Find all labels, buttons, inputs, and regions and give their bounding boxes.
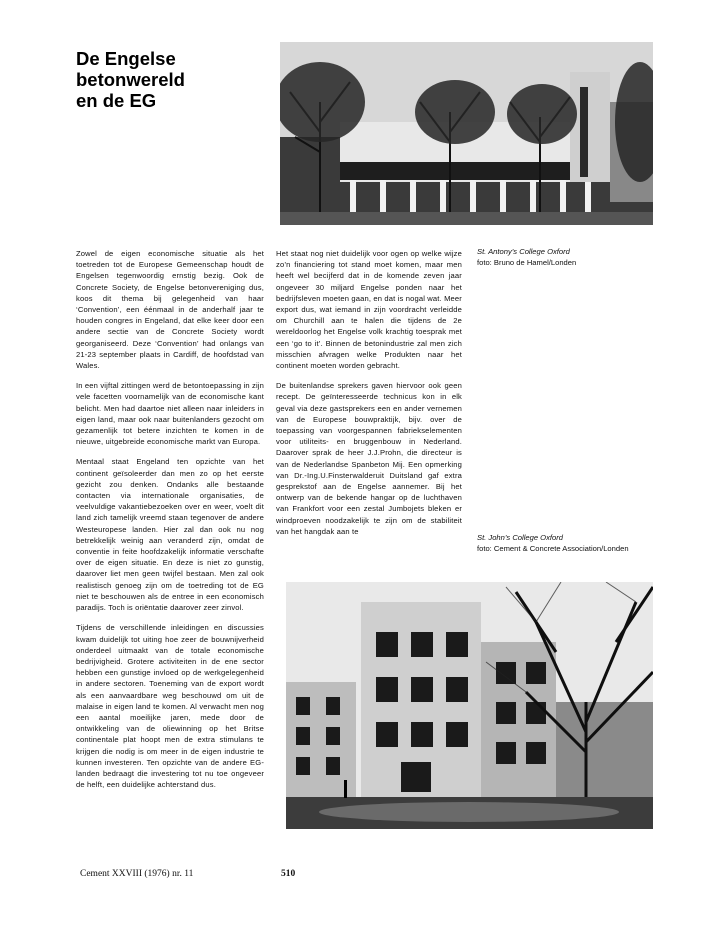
paragraph: Tijdens de verschillende inleidingen en discussies kwam duidelijk tot uiting hoe zeer de bouwnijverheid onderdeel uitmaakt van de totale economische bedrijvigheid. Grotere activiteiten in de ene sector hebben een gunstige invloed op de werkgelegenheid in andere sectoren. Toeneming van de export wordt als een aanvaardbare weg beschouwd om uit de malaise in eigen land te komen. Al verwacht men nog een aantal moeilijke jaren, mede door de ontwikkeling van de oliewinning op het Britse continentale plat hoopt men de extra stimulans te krijgen die nodig is om meer in de eigen industrie te kunnen investeren. Ten opzichte van de andere EG-landen bedraagt die investering tot nu toe ongeveer de helft, een duidelijke achterstand dus.	[76, 623, 264, 790]
page-number: 510	[281, 869, 296, 879]
paragraph: Het staat nog niet duidelijk voor ogen op welke wijze zo’n financiering tot stand moet komen, maar men heeft wel becijferd dat in de komende zeven jaar ongeveer 30 miljard Engelse ponden naar het bedrijfsleven moeten gaan, en dat is nogal wat. Meer export dus, wat iemand in zijn voordracht verleidde om Churchill aan te halen die tijdens de 2e wereldoorlog het Engelse volk krachtig toesprak met een ‘go to it’. Binnen de betonindustrie zal men zich misschien afvragen welke Produkten naar het continent moeten worden gebracht.	[276, 249, 462, 371]
photo-st-antonys-college	[280, 42, 653, 225]
caption-credit: foto: Bruno de Hamel/Londen	[477, 258, 577, 267]
paragraph: Zowel de eigen economische situatie als het toetreden tot de Europese Gemeenschap houdt de Engelsen tegenwoordig ernstig bezig. Ook de Concrete Society, de Engelse betonvereniging dus, koos dit thema bij gelegenheid van haar ‘Convention’, een éénmaal in de anderhalf jaar te houden congres in Engeland, dat elke keer door een andere sectie van de Concrete Society wordt georganiseerd. Deze ‘Convention’ had onlangs van 21-23 september plaats in Cardiff, de hoofdstad van Wales.	[76, 249, 264, 371]
title-line: betonwereld	[76, 69, 185, 90]
caption-place: St. John’s College Oxford	[477, 533, 563, 542]
article-title	[76, 48, 266, 111]
title-line: en de EG	[76, 90, 157, 111]
caption-credit: foto: Cement & Concrete Association/Londen	[477, 544, 629, 553]
photo-caption	[477, 246, 576, 268]
paragraph: Mentaal staat Engeland ten opzichte van het continent geïsoleerder dan men zo op het eerste gezicht zou denken. Ondanks alle bestaande contacten via internationale organisaties, de veelvuldige vakantiebezoeken over en weer, voelt dit land zich tamelijk vreemd staan tegenover de andere Westeuropese landen. Hier zal dan ook nu nog betrekkelijk weinig aan veranderd zijn, omdat de conventie in feite hoofdzakelijk informatie verschafte over de eigen situatie. En deze is niet zo gunstig, daarover liet men geen twijfel bestaan. Men zal ook realistisch genoeg zijn om de toetreding tot de EG niet te beschouwen als de entree in een economisch paradijs. Toch is oriëntatie daarover zeer zinvol.	[76, 457, 264, 613]
text-column-2	[276, 248, 462, 546]
photo-st-johns-college	[286, 582, 653, 829]
paragraph: In een vijftal zittingen werd de betontoepassing in zijn vele facetten voornamelijk van de economische kant belicht. Men had daartoe niet alleen naar inleiders in eigen land, maar ook naar buitenlanders gezocht om gezamenlijk tot betere inzichten te komen in de nieuwe, uitgebreide economische markt van Europa.	[76, 381, 264, 447]
footer-journal: Cement XXVIII (1976) nr. 11	[80, 869, 194, 879]
caption-place: St. Antony’s College Oxford	[477, 247, 570, 256]
title-line: De Engelse	[76, 48, 176, 69]
paragraph: De buitenlandse sprekers gaven hiervoor ook geen recept. De geïnteresseerde technicus kon in elk geval via deze gastsprekers een en ander vernemen van de Europese bouwpraktijk, bijv. over de toepassing van voorgespannen fabriekselementen voor utiliteits- en bruggenbouw in Nederland. Daarover sprak de heer J.J.Prohn, die directeur is van de Nederlandse Spanbeton Mij. Een opmerking van Dr.-Ing.U.Finsterwalderuit Duitsland gaf extra gesprekstof aan de Engelse aannemer. Bij het ontwerp van de bekende hangar op de luchthaven van Frankfort voor een zestal Jumbojets bleken er windproeven noodzakelijk te zijn om de stabiliteit van het hangdak aan te	[276, 381, 462, 536]
text-column-1	[76, 248, 264, 799]
photo-caption	[477, 532, 629, 554]
